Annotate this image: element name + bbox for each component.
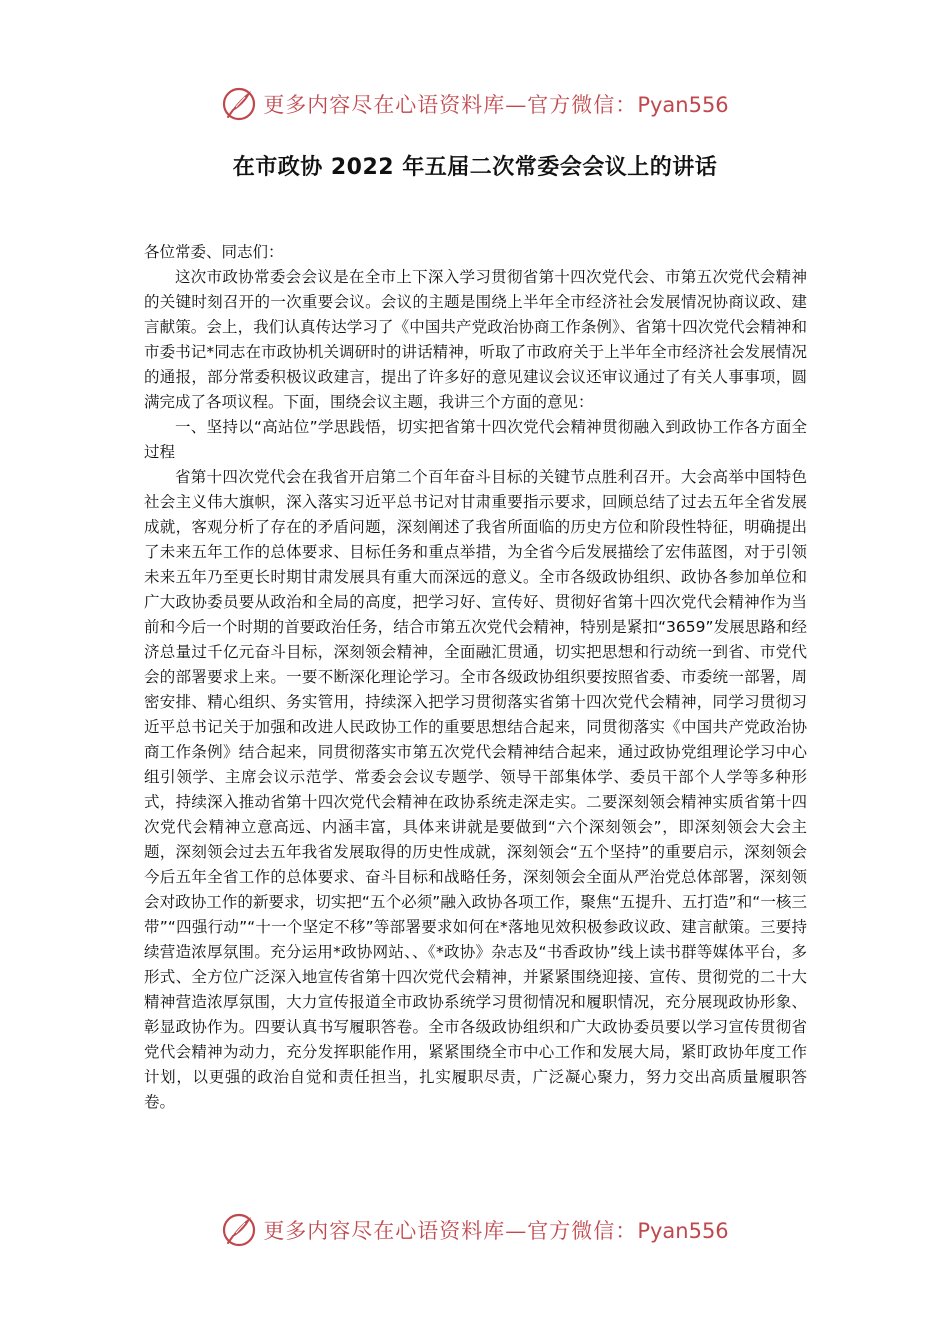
header-banner (0, 82, 950, 126)
footer-banner (0, 1208, 950, 1252)
quill-pen-logo-icon (221, 1212, 257, 1248)
salutation: 各位常委、同志们： (144, 243, 284, 261)
intro-paragraph: 这次市政协常委会会议是在全市上下深入学习贯彻省第十四次党代会、市第五次党代会精神的关键时刻召开的一次重要会议。会议的主题是围绕上半年全市经济社会发展情况协商议政、建言献策。会上，我们认真传达学习了《中国共产党政治协商工作条例》、省第十四次党代会精神和市委书记*同志在市政协机关调研时的讲话精神，听取了市政府关于上半年全市经济社会发展情况的通报，部分常委积极议政建言，提出了许多好的意见建议会议还审议通过了有关人事事项，圆满完成了各项议程。下面，围绕会议主题，我讲三个方面的意见： (144, 268, 807, 411)
quill-pen-logo-icon (221, 86, 257, 122)
body-paragraph: 省第十四次党代会在我省开启第二个百年奋斗目标的关键节点胜利召开。大会高举中国特色社会主义伟大旗帜，深入落实习近平总书记对甘肃重要指示要求，回顾总结了过去五年全省发展成就，客观分析了存在的矛盾问题，深刻阐述了我省所面临的历史方位和阶段性特征，明确提出了未来五年工作的总体要求、目标任务和重点举措，为全省今后发展描绘了宏伟蓝图，对于引领未来五年乃至更长时期甘肃发展具有重大而深远的意义。全市各级政协组织、政协各参加单位和广大政协委员要从政治和全局的高度，把学习好、宣传好、贯彻好省第十四次党代会精神作为当前和今后一个时期的首要政治任务，结合市第五次党代会精神，特别是紧扣“3659”发展思路和经济总量过千亿元奋斗目标，深刻领会精神，全面融汇贯通，切实把思想和行动统一到省、市党代会的部署要求上来。一要不断深化理论学习。全市各级政协组织要按照省委、市委统一部署，周密安排、精心组织、务实管用，持续深入把学习贯彻落实省第十四次党代会精神，同学习贯彻习近平总书记关于加强和改进人民政协工作的重要思想结合起来，同贯彻落实《中国共产党政治协商工作条例》结合起来，同贯彻落实市第五次党代会精神结合起来，通过政协党组理论学习中心组引领学、主席会议示范学、常委会会议专题学、领导干部集体学、委员干部个人学等多种形式，持续深入推动省第十四次党代会精神在政协系统走深走实。二要深刻领会精神实质省第十四次党代会精神立意高远、内涵丰富，具体来讲就是要做到“六个深刻领会”，即深刻领会大会主题，深刻领会过去五年我省发展取得的历史性成就，深刻领会“五个坚持”的重要启示，深刻领会今后五年全省工作的总体要求、奋斗目标和战略任务，深刻领会全面从严治党总体部署，深刻领会对政协工作的新要求，切实把“五个必须”融入政协各项工作，聚焦“五提升、五打造”和“一核三带”“四强行动”“十一个坚定不移”等部署要求如何在*落地见效积极参政议政、建言献策。三要持续营造浓厚氛围。充分运用*政协网站、、《*政协》杂志及“书香政协”线上读书群等媒体平台，多形式、全方位广泛深入地宣传省第十四次党代会精神，并紧紧围绕迎接、宣传、贯彻党的二十大精神营造浓厚氛围，大力宣传报道全市政协系统学习贯彻情况和履职情况，充分展现政协形象、彰显政协作为。四要认真书写履职答卷。全市各级政协组织和广大政协委员要以学习宣传贯彻省党代会精神为动力，充分发挥职能作用，紧紧围绕全市中心工作和发展大局，紧盯政协年度工作计划，以更强的政治自觉和责任担当，扎实履职尽责，广泛凝心聚力，努力交出高质量履职答卷。 (144, 468, 807, 1111)
wechat-id: Pyan556 (637, 93, 729, 117)
banner-text: 更多内容尽在心语资料库—官方微信：Pyan556 (263, 1219, 729, 1243)
document-title: 在市政协 2022 年五届二次常委会会议上的讲话 (232, 155, 718, 180)
document-body (144, 240, 807, 1115)
section-heading: 一、坚持以“高站位”学思践悟，切实把省第十四次党代会精神贯彻融入到政协工作各方面全过程 (144, 418, 807, 461)
wechat-id: Pyan556 (637, 1219, 729, 1243)
banner-text: 更多内容尽在心语资料库—官方微信：Pyan556 (263, 93, 729, 117)
